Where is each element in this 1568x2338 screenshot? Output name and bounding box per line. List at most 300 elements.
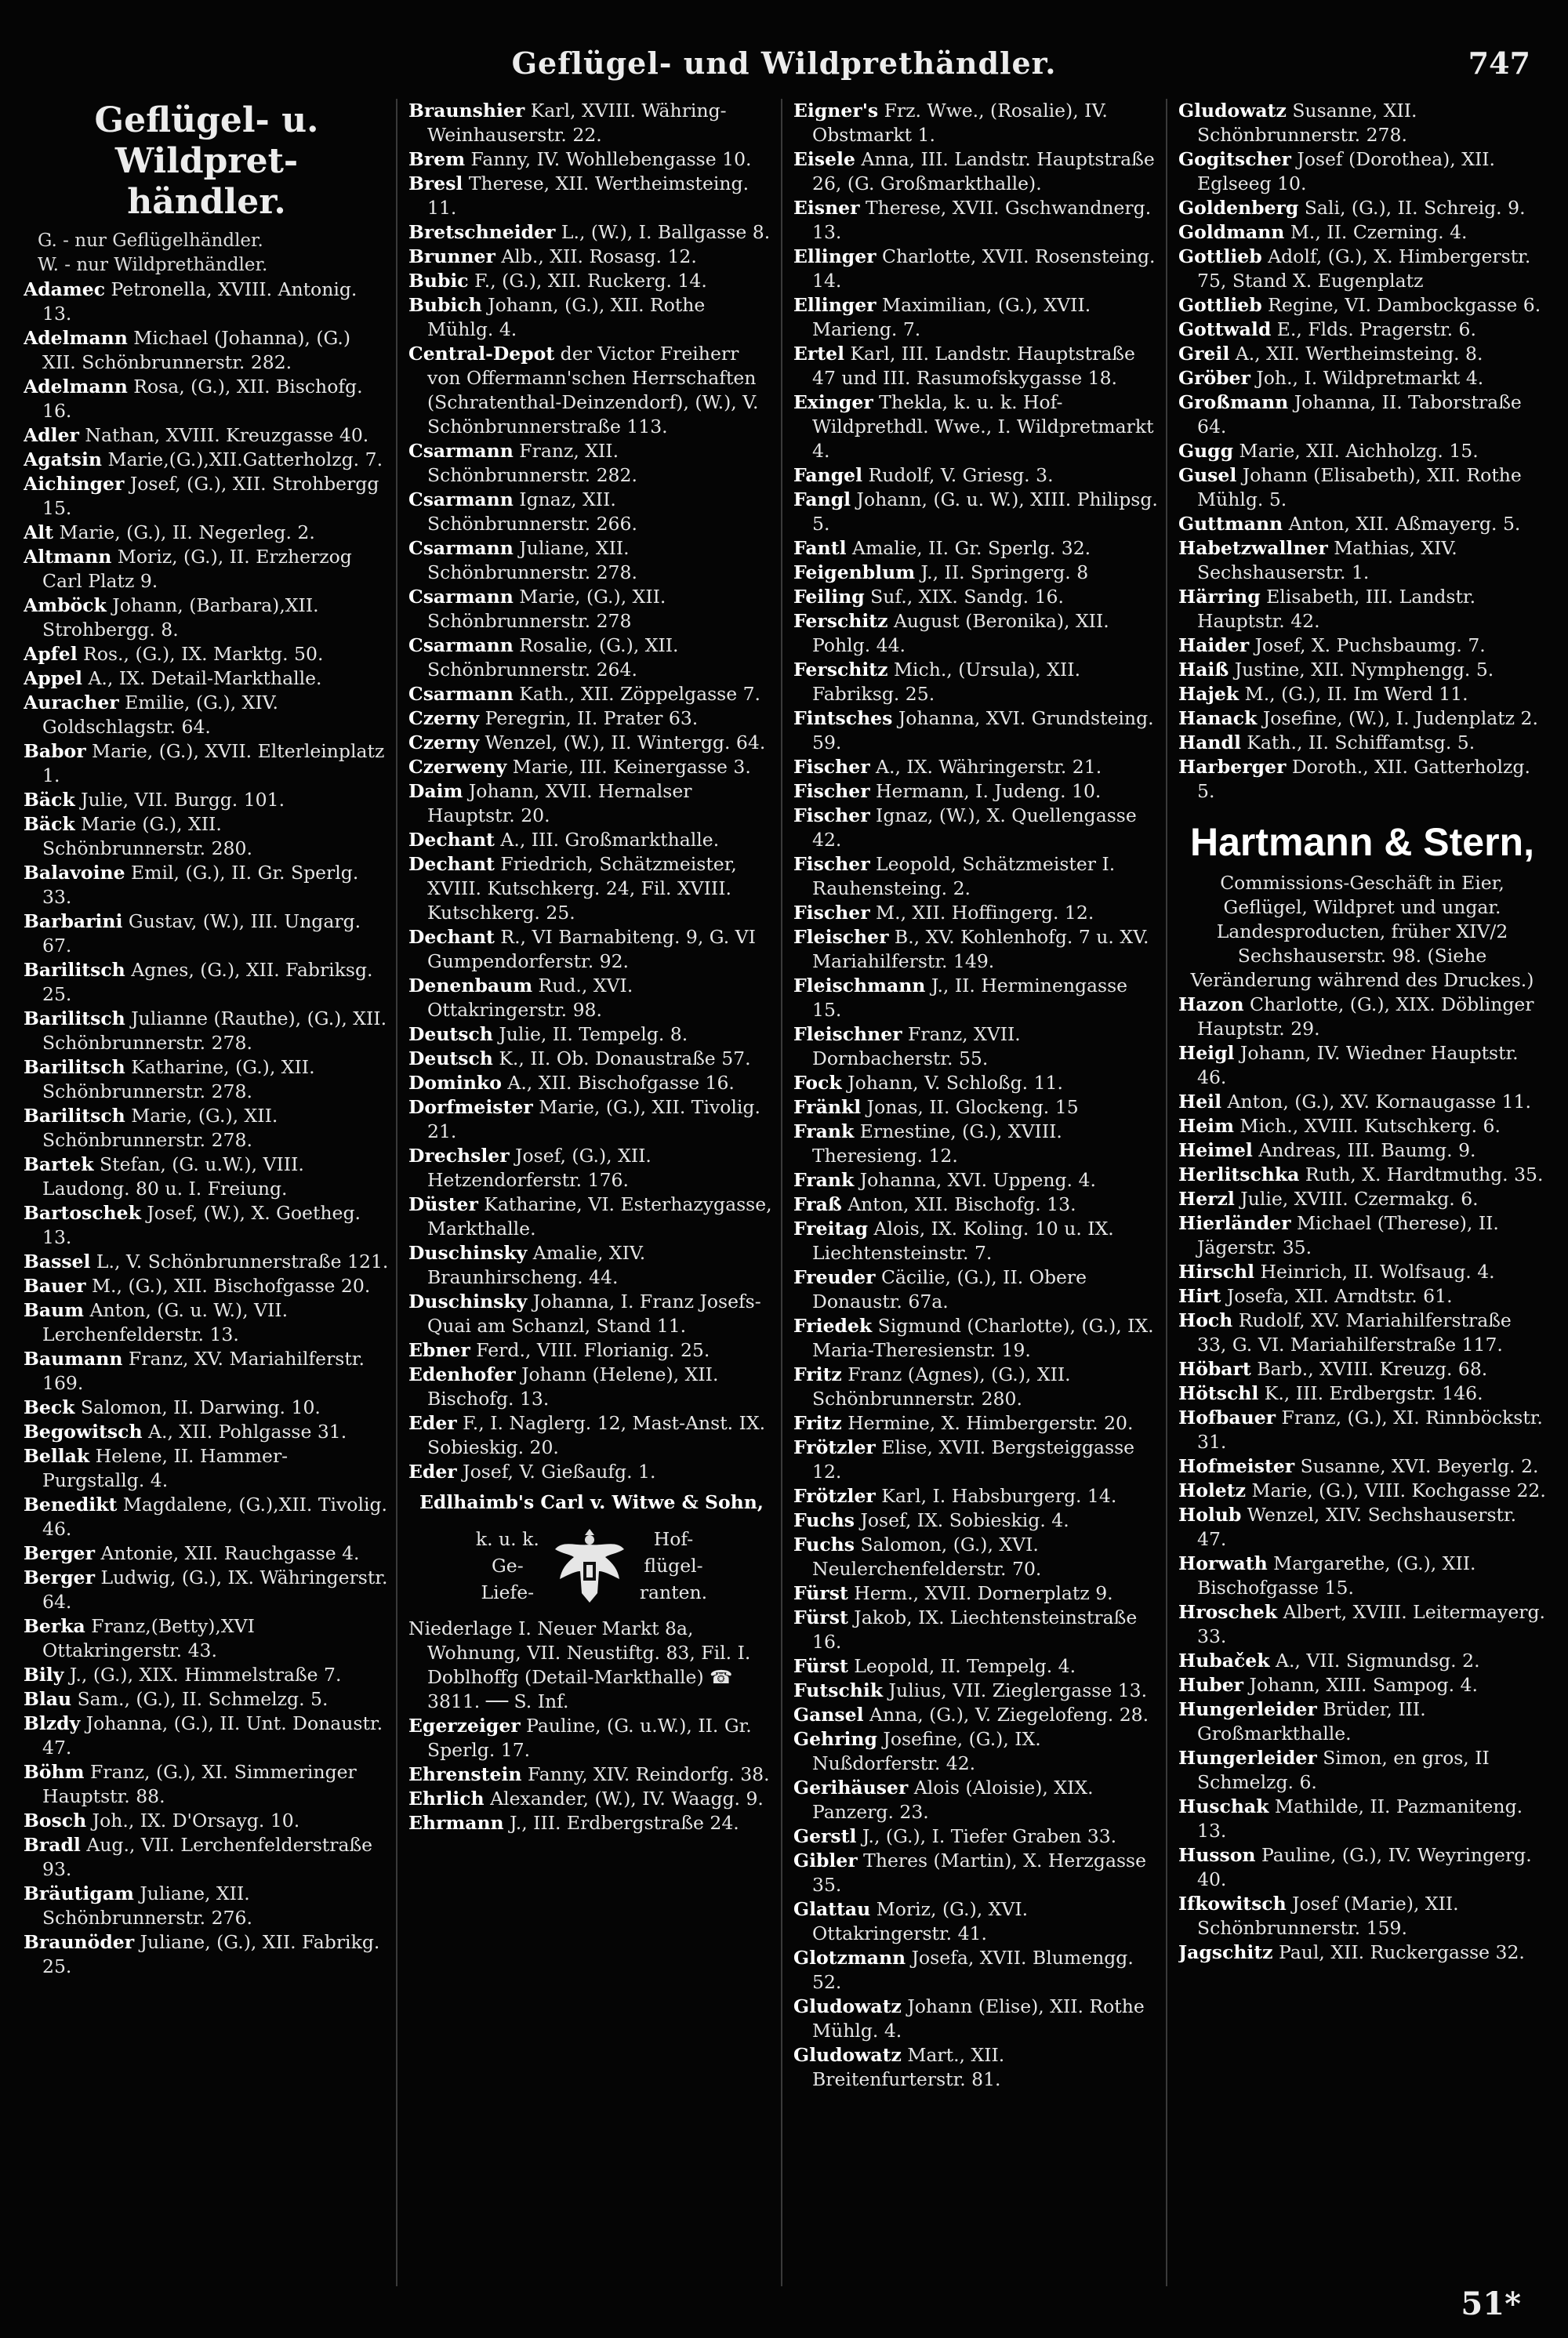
listing-entry bbox=[1178, 1843, 1546, 1892]
dealer-name: Frank bbox=[793, 1169, 855, 1191]
dealer-details: Julie, II. Tempelg. 8. bbox=[492, 1023, 688, 1045]
dealer-details: Johann (Helene), XII. Bischofg. 13. bbox=[427, 1363, 719, 1410]
listing-entry bbox=[1178, 245, 1546, 293]
dealer-name: Ferschitz bbox=[793, 610, 888, 632]
listing-entry bbox=[24, 1153, 390, 1201]
listing-entry bbox=[793, 293, 1160, 342]
listing-entry bbox=[24, 1809, 390, 1833]
dealer-details: Barb., XVIII. Kreuzg. 68. bbox=[1250, 1358, 1488, 1380]
listing-entry bbox=[408, 488, 775, 536]
dealer-details: Emil, (G.), II. Gr. Sperlg. 33. bbox=[42, 862, 359, 908]
seal-left-text bbox=[476, 1526, 539, 1606]
dealer-details: A., VII. Sigmundsg. 2. bbox=[1269, 1650, 1480, 1672]
listing-entry bbox=[408, 828, 775, 852]
dealer-name: Fischer bbox=[793, 902, 870, 924]
dealer-details: Josef, (W.), X. Goetheg. 13. bbox=[42, 1202, 361, 1248]
dealer-name: Fürst bbox=[793, 1582, 848, 1604]
dealer-name: Barilitsch bbox=[24, 1056, 125, 1078]
column-3 bbox=[793, 99, 1167, 2286]
dealer-name: Edenhofer bbox=[408, 1363, 516, 1385]
listing-entry bbox=[24, 1493, 390, 1541]
listing-entry bbox=[793, 1727, 1160, 1776]
dealer-details: Susanne, XVI. Beyerlg. 2. bbox=[1294, 1455, 1539, 1477]
dealer-name: Deutsch bbox=[408, 1047, 493, 1069]
listing-entry bbox=[24, 1055, 390, 1104]
dealer-details: Charlotte, XVII. Rosensteing. 14. bbox=[812, 245, 1156, 292]
dealer-name: Harberger bbox=[1178, 756, 1287, 778]
dealer-name: Fintsches bbox=[793, 707, 893, 729]
dealer-details: Salomon, II. Darwing. 10. bbox=[74, 1396, 321, 1418]
listing-entry bbox=[793, 342, 1160, 390]
dealer-name: Central-Depot bbox=[408, 343, 555, 365]
dealer-name: Fuchs bbox=[793, 1534, 855, 1556]
listing-entry bbox=[1178, 512, 1546, 536]
dealer-details: Johanna, XVI. Uppeng. 4. bbox=[854, 1169, 1096, 1191]
dealer-name: Berger bbox=[24, 1567, 95, 1588]
dealer-name: Altmann bbox=[24, 546, 112, 568]
dealer-details: L., (W.), I. Ballgasse 8. bbox=[555, 221, 771, 243]
listing-entry bbox=[793, 536, 1160, 561]
dealer-name: Frank bbox=[793, 1120, 855, 1142]
dealer-details: Therese, XVII. Gschwandnerg. 13. bbox=[812, 197, 1152, 243]
dealer-name: Glattau bbox=[793, 1898, 871, 1920]
dealer-details: Rudolf, V. Griesg. 3. bbox=[862, 464, 1054, 486]
listing-entry bbox=[24, 1250, 390, 1274]
listing-entry bbox=[1178, 1260, 1546, 1284]
column-1 bbox=[24, 99, 397, 2286]
dealer-name: Fürst bbox=[793, 1655, 848, 1677]
dealer-details: A., IX. Detail-Markthalle. bbox=[82, 667, 322, 689]
section-heading-line-1: Geflügel- u. Wildpret- bbox=[94, 100, 319, 181]
seal-left-line: k. u. k. bbox=[475, 1528, 539, 1550]
dealer-details: Ernestine, (G.), XVIII. Theresieng. 12. bbox=[812, 1120, 1062, 1167]
dealer-details: Josef, V. Gießaufg. 1. bbox=[456, 1461, 656, 1483]
dealer-name: Drechsler bbox=[408, 1145, 510, 1167]
section-heading-line-2: händler. bbox=[127, 182, 286, 222]
listing-entry bbox=[1178, 634, 1546, 658]
dealer-name: Hajek bbox=[1178, 683, 1240, 705]
dealer-name: Herlitschka bbox=[1178, 1164, 1300, 1185]
dealer-name: Heigl bbox=[1178, 1042, 1235, 1064]
dealer-name: Habetzwallner bbox=[1178, 537, 1328, 559]
listing-entry bbox=[1178, 1892, 1546, 1940]
dealer-name: Fantl bbox=[793, 537, 847, 559]
listing-entry bbox=[24, 448, 390, 472]
listing-entry bbox=[24, 1347, 390, 1396]
listing-entry bbox=[408, 269, 775, 293]
dealer-details: Rudolf, XV. Mariahilferstraße 33, G. VI. Mariahilferstraße 117. bbox=[1197, 1309, 1512, 1356]
listing-entry bbox=[408, 342, 775, 439]
dealer-name: Guttmann bbox=[1178, 513, 1283, 535]
listing-entry bbox=[1178, 1138, 1546, 1163]
dealer-name: Jagschitz bbox=[1178, 1941, 1273, 1963]
dealer-details: Alb., XII. Rosasg. 12. bbox=[495, 245, 697, 267]
listing-entry bbox=[793, 99, 1160, 147]
dealer-details: Agnes, (G.), XII. Fabriksg. 25. bbox=[42, 959, 373, 1005]
dealer-name: Herzl bbox=[1178, 1188, 1235, 1210]
listing-entry bbox=[408, 172, 775, 220]
dealer-name: Fischer bbox=[793, 780, 870, 802]
dealer-name: Csarmann bbox=[408, 634, 514, 656]
listing-entry bbox=[1178, 1090, 1546, 1114]
section-heading bbox=[24, 100, 390, 223]
seal-right-line: flügel- bbox=[644, 1555, 703, 1577]
listing-entry bbox=[408, 293, 775, 342]
dealer-details: Alois, IX. Koling. 10 u. IX. Liechtensteinstr. 7. bbox=[812, 1218, 1114, 1264]
dealer-name: Babor bbox=[24, 740, 86, 762]
listing-entry bbox=[408, 1022, 775, 1047]
dealer-name: Gansel bbox=[793, 1704, 864, 1726]
dealer-name: Freuder bbox=[793, 1266, 876, 1288]
firm-description: Commissions-Geschäft in Eier, Geflügel, Wildpret und ungar. Landesproducten, früher XIV/2 Sechshauserstr. 98. (Siehe Veränderung während des Druckes.) bbox=[1190, 872, 1534, 991]
dealer-details: Pauline, (G.), IV. Weyringerg. 40. bbox=[1197, 1844, 1532, 1890]
dealer-name: Ehrmann bbox=[408, 1812, 504, 1834]
dealer-details: Johann, XVII. Hernalser Hauptstr. 20. bbox=[427, 780, 692, 826]
dealer-name: Ertel bbox=[793, 343, 845, 365]
dealer-details: Johann, (Barbara),XII. Strohbergg. 8. bbox=[42, 594, 319, 641]
dealer-details: Paul, XII. Ruckergasse 32. bbox=[1272, 1941, 1525, 1963]
dealer-details: Fanny, XIV. Reindorfg. 38. bbox=[521, 1763, 770, 1785]
dealer-details: R., VI Barnabiteng. 9, G. VI Gumpendorferstr. 92. bbox=[427, 926, 756, 972]
listing-entry bbox=[1178, 293, 1546, 318]
dealer-details: Katharine, (G.), XII. Schönbrunnerstr. 278. bbox=[42, 1056, 315, 1102]
dealer-name: Haiß bbox=[1178, 659, 1229, 681]
dealer-details: Anton, (G.), XV. Kornaugasse 11. bbox=[1221, 1091, 1531, 1113]
dealer-name: Ebner bbox=[408, 1339, 470, 1361]
dealer-name: Bassel bbox=[24, 1251, 91, 1272]
dealer-details: Johanna, I. Franz Josefs-Quai am Schanzl, Stand 11. bbox=[427, 1291, 761, 1337]
dealer-details: Alois (Aloisie), XIX. Panzerg. 23. bbox=[812, 1777, 1094, 1823]
seal-left-line: Liefe- bbox=[481, 1581, 535, 1603]
dealer-details: Theres (Martin), X. Herzgasse 35. bbox=[812, 1850, 1147, 1896]
dealer-details: Sali, (G.), II. Schreig. 9. bbox=[1298, 197, 1526, 219]
dealer-name: Hubaček bbox=[1178, 1650, 1270, 1672]
dealer-name: Gerihäuser bbox=[793, 1777, 909, 1799]
dealer-details: Mathilde, II. Pazmaniteng. 13. bbox=[1197, 1795, 1523, 1842]
dealer-details: Marie (G.), XII. Schönbrunnerstr. 280. bbox=[42, 813, 252, 859]
listing-entry bbox=[793, 1436, 1160, 1484]
listing-entry bbox=[793, 561, 1160, 585]
listing-entry bbox=[408, 1460, 775, 1484]
entry-list bbox=[24, 278, 390, 1979]
listing-entry bbox=[793, 1071, 1160, 1095]
dealer-details: Margarethe, (G.), XII. Bischofgasse 15. bbox=[1197, 1552, 1476, 1599]
listing-entry bbox=[1178, 220, 1546, 245]
listing-entry bbox=[793, 1508, 1160, 1533]
listing-entry bbox=[793, 901, 1160, 925]
dealer-name: Hoch bbox=[1178, 1309, 1233, 1331]
dealer-details: A., XII. Bischofgasse 16. bbox=[501, 1072, 735, 1094]
dealer-details: Thekla, k. u. k. Hof-Wildprethdl. Wwe., I. Wildpretmarkt 4. bbox=[812, 391, 1154, 462]
dealer-name: Freitag bbox=[793, 1218, 869, 1240]
dealer-name: Barilitsch bbox=[24, 1105, 125, 1127]
dealer-name: Exinger bbox=[793, 391, 873, 413]
dealer-details: Anna, (G.), V. Ziegelofeng. 28. bbox=[863, 1704, 1149, 1726]
listing-entry bbox=[24, 861, 390, 909]
listing-entry bbox=[793, 1022, 1160, 1071]
dealer-name: Fritz bbox=[793, 1363, 842, 1385]
seal-ad-heading: Edlhaimb's Carl v. Witwe & Sohn, bbox=[419, 1491, 764, 1513]
listing-entry bbox=[793, 804, 1160, 852]
seal-right-line: ranten. bbox=[639, 1581, 708, 1603]
entry-list bbox=[408, 99, 775, 1484]
dealer-details: Emilie, (G.), XIV. Goldschlagstr. 64. bbox=[42, 692, 278, 738]
listing-entry bbox=[408, 1047, 775, 1071]
dealer-name: Gludowatz bbox=[793, 2044, 902, 2066]
listing-entry bbox=[793, 1484, 1160, 1508]
dealer-details: Johanna, (G.), II. Unt. Donaustr. 47. bbox=[42, 1712, 383, 1759]
entry-list bbox=[1178, 99, 1546, 1965]
listing-entry bbox=[408, 536, 775, 585]
dealer-details: Jonas, II. Glockeng. 15 bbox=[861, 1096, 1079, 1118]
dealer-details: Johann, (G.), XII. Rothe Mühlg. 4. bbox=[427, 294, 706, 340]
listing-entry bbox=[408, 1714, 775, 1763]
listing-entry bbox=[24, 1201, 390, 1250]
listing-entry bbox=[24, 739, 390, 788]
listing-entry bbox=[1178, 1940, 1546, 1965]
listing-entry bbox=[793, 779, 1160, 804]
dealer-name: Hofbauer bbox=[1178, 1407, 1276, 1429]
dealer-details: Rosa, (G.), XII. Bischofg. 16. bbox=[42, 376, 363, 422]
dealer-details: Mart., XII. Breitenfurterstr. 81. bbox=[812, 2044, 1005, 2090]
dealer-details: Hermann, I. Judeng. 10. bbox=[869, 780, 1102, 802]
dealer-details: E., Flds. Pragerstr. 6. bbox=[1271, 318, 1476, 340]
dealer-name: Berger bbox=[24, 1542, 95, 1564]
dealer-details: Albert, XVIII. Leitermayerg. 33. bbox=[1197, 1601, 1545, 1647]
listing-entry bbox=[408, 779, 775, 828]
dealer-name: Gottwald bbox=[1178, 318, 1272, 340]
dealer-details: Kath., XII. Zöppelgasse 7. bbox=[513, 683, 761, 705]
dealer-details: Simon, en gros, II Schmelzg. 6. bbox=[1197, 1747, 1490, 1793]
dealer-name: Beck bbox=[24, 1396, 75, 1418]
dealer-details: Michael (Johanna), (G.) XII. Schönbrunnerstr. 282. bbox=[42, 327, 351, 373]
dealer-name: Czerny bbox=[408, 707, 480, 729]
dealer-details: Franz, XV. Mariahilferstr. 169. bbox=[42, 1348, 365, 1394]
dealer-name: Fleischner bbox=[793, 1023, 902, 1045]
dealer-name: Denenbaum bbox=[408, 975, 533, 997]
dealer-name: Apfel bbox=[24, 643, 78, 665]
dealer-details: Herm., XVII. Dornerplatz 9. bbox=[848, 1582, 1113, 1604]
dealer-name: Huschak bbox=[1178, 1795, 1269, 1817]
dealer-name: Großmann bbox=[1178, 391, 1289, 413]
listing-entry bbox=[408, 974, 775, 1022]
dealer-name: Fleischmann bbox=[793, 975, 926, 997]
dealer-name: Goldenberg bbox=[1178, 197, 1299, 219]
listing-entry bbox=[24, 1420, 390, 1444]
dealer-details: Elisabeth, III. Landstr. Hauptstr. 42. bbox=[1197, 586, 1476, 632]
seal-advertisement bbox=[408, 1490, 775, 1714]
listing-entry bbox=[24, 326, 390, 375]
dealer-details: M., II. Czerning. 4. bbox=[1284, 221, 1468, 243]
dealer-details: Mathias, XIV. Sechshauserstr. 1. bbox=[1197, 537, 1457, 583]
listing-entry bbox=[24, 909, 390, 958]
dealer-details: Therese, XII. Wertheimsteing. 11. bbox=[427, 172, 750, 219]
dealer-details: Anton, XII. Bischofg. 13. bbox=[841, 1193, 1076, 1215]
dealer-name: Baumann bbox=[24, 1348, 123, 1370]
listing-entry bbox=[1178, 1649, 1546, 1673]
dealer-details: Frz. Wwe., (Rosalie), IV. Obstmarkt 1. bbox=[812, 100, 1108, 146]
listing-entry bbox=[1178, 1309, 1546, 1357]
listing-entry bbox=[793, 245, 1160, 293]
dealer-name: Hanack bbox=[1178, 707, 1258, 729]
dealer-name: Czerny bbox=[408, 732, 480, 753]
seal-ad-text: Niederlage I. Neuer Markt 8a, Wohnung, VII. Neustiftg. 83, Fil. I. Doblhoffg (Detail-Markthalle) ☎ 3811. ── S. Inf. bbox=[408, 1617, 751, 1712]
listing-entry bbox=[1178, 585, 1546, 634]
dealer-name: Bartoschek bbox=[24, 1202, 141, 1224]
dealer-details: Joh., I. Wildpretmarkt 4. bbox=[1250, 367, 1484, 389]
dealer-name: Adamec bbox=[24, 278, 106, 300]
dealer-details: Salomon, (G.), XVI. Neulerchenfelderstr. 70. bbox=[812, 1534, 1042, 1580]
dealer-name: Begowitsch bbox=[24, 1421, 143, 1443]
listing-entry bbox=[24, 1274, 390, 1298]
dealer-name: Egerzeiger bbox=[408, 1715, 521, 1737]
dealer-details: Karl, I. Habsburgerg. 14. bbox=[875, 1485, 1117, 1507]
listing-entry bbox=[408, 1144, 775, 1193]
dealer-name: Amböck bbox=[24, 594, 107, 616]
dealer-details: Josefine, (G.), IX. Nußdorferstr. 42. bbox=[812, 1728, 1041, 1774]
dealer-details: Wenzel, XIV. Sechshauserstr. 47. bbox=[1197, 1504, 1517, 1550]
dealer-name: Bauer bbox=[24, 1275, 86, 1297]
dealer-details: Cäcilie, (G.), II. Obere Donaustr. 67a. bbox=[812, 1266, 1087, 1312]
dealer-name: Hötschl bbox=[1178, 1382, 1259, 1404]
listing-entry bbox=[24, 472, 390, 521]
dealer-details: Franz, (G.), XI. Simmeringer Hauptstr. 88. bbox=[42, 1761, 357, 1807]
listing-entry bbox=[793, 658, 1160, 706]
dealer-details: Leopold, Schätzmeister I. Rauhensteing. 2. bbox=[812, 853, 1116, 899]
dealer-name: Höbart bbox=[1178, 1358, 1251, 1380]
dealer-name: Barilitsch bbox=[24, 959, 125, 981]
listing-entry bbox=[24, 1882, 390, 1930]
listing-entry bbox=[1178, 1381, 1546, 1406]
listing-entry bbox=[24, 594, 390, 642]
dealer-name: Gludowatz bbox=[1178, 100, 1287, 122]
listing-entry bbox=[1178, 1795, 1546, 1843]
dealer-name: Hirschl bbox=[1178, 1261, 1255, 1283]
firm-name: Hartmann & Stern, bbox=[1190, 820, 1534, 864]
dealer-name: Friedek bbox=[793, 1315, 873, 1337]
page-number: 747 bbox=[1468, 45, 1530, 81]
listing-entry bbox=[408, 1363, 775, 1411]
listing-entry bbox=[793, 488, 1160, 536]
dealer-details: Franz, XVII. Dornbacherstr. 55. bbox=[812, 1023, 1021, 1069]
dealer-name: Huber bbox=[1178, 1674, 1244, 1696]
dealer-details: Josef (Dorothea), XII. Eglseeg 10. bbox=[1197, 148, 1496, 194]
dealer-name: Csarmann bbox=[408, 537, 514, 559]
listing-entry bbox=[793, 1703, 1160, 1727]
dealer-details: Pauline, (G. u.W.), II. Gr. Sperlg. 17. bbox=[427, 1715, 752, 1761]
dealer-details: Brüder, III. Großmarkthalle. bbox=[1197, 1698, 1426, 1744]
dealer-name: Bubich bbox=[408, 294, 482, 316]
dealer-details: Kath., II. Schiffamtsg. 5. bbox=[1240, 732, 1475, 753]
listing-entry bbox=[408, 585, 775, 634]
dealer-name: Dechant bbox=[408, 853, 495, 875]
listing-entry bbox=[793, 609, 1160, 658]
dealer-name: Ellinger bbox=[793, 294, 877, 316]
listing-entry bbox=[1178, 99, 1546, 147]
dealer-details: Marie, (G.), VIII. Kochgasse 22. bbox=[1245, 1479, 1546, 1501]
abbreviation-note: W. - nur Wildprethändler. bbox=[38, 255, 268, 275]
dealer-details: Johann, IV. Wiedner Hauptstr. 46. bbox=[1197, 1042, 1519, 1088]
listing-entry bbox=[24, 278, 390, 326]
listing-entry bbox=[793, 1776, 1160, 1824]
listing-entry bbox=[408, 439, 775, 488]
dealer-details: Josef, IX. Sobieskig. 4. bbox=[854, 1509, 1069, 1531]
listing-entry bbox=[24, 545, 390, 594]
dealer-name: Bäck bbox=[24, 789, 75, 811]
listing-entry bbox=[408, 634, 775, 682]
dealer-name: Glotzmann bbox=[793, 1947, 906, 1969]
dealer-name: Brem bbox=[408, 148, 466, 170]
dealer-name: Ehrlich bbox=[408, 1788, 485, 1810]
listing-entry bbox=[793, 1897, 1160, 1946]
dealer-details: K., III. Erdbergstr. 146. bbox=[1258, 1382, 1483, 1404]
listing-entry bbox=[793, 1849, 1160, 1897]
dealer-details: Moriz, (G.), II. Erzherzog Carl Platz 9. bbox=[42, 546, 352, 592]
dealer-name: Berka bbox=[24, 1615, 85, 1637]
dealer-name: Haider bbox=[1178, 634, 1250, 656]
dealer-details: Michael (Therese), II. Jägerstr. 35. bbox=[1197, 1212, 1499, 1258]
listing-entry bbox=[408, 1338, 775, 1363]
dealer-name: Bubic bbox=[408, 270, 469, 292]
dealer-name: Futschik bbox=[793, 1679, 884, 1701]
dealer-name: Eigner's bbox=[793, 100, 879, 122]
dealer-details: Sigmund (Charlotte), (G.), IX. Maria-Theresienstr. 19. bbox=[812, 1315, 1154, 1361]
dealer-details: Johann, (G. u. W.), XIII. Philipsg. 5. bbox=[812, 488, 1158, 535]
entry-list bbox=[408, 1714, 775, 1835]
dealer-details: Juliane, XII. Schönbrunnerstr. 276. bbox=[42, 1882, 252, 1929]
listing-entry bbox=[1178, 1187, 1546, 1211]
dealer-details: Katharine, VI. Esterhazygasse, Markthalle. bbox=[427, 1193, 772, 1240]
listing-entry bbox=[408, 220, 775, 245]
dealer-details: Julie, XVIII. Czermakg. 6. bbox=[1234, 1188, 1479, 1210]
listing-entry bbox=[1178, 1600, 1546, 1649]
listing-entry bbox=[24, 812, 390, 861]
listing-entry bbox=[1178, 147, 1546, 196]
dealer-name: Hirt bbox=[1178, 1285, 1221, 1307]
dealer-details: J., II. Springerg. 8 bbox=[915, 561, 1089, 583]
dealer-details: Karl, XVIII. Währing-Weinhauserstr. 22. bbox=[427, 100, 727, 146]
dealer-name: Düster bbox=[408, 1193, 478, 1215]
double-eagle-icon bbox=[552, 1523, 627, 1609]
dealer-name: Hungerleider bbox=[1178, 1698, 1317, 1720]
dealer-details: F., (G.), XII. Ruckerg. 14. bbox=[468, 270, 707, 292]
listing-entry bbox=[24, 1760, 390, 1809]
dealer-name: Adler bbox=[24, 424, 79, 446]
listing-entry bbox=[24, 1541, 390, 1566]
listing-entry bbox=[408, 682, 775, 706]
column-4 bbox=[1178, 99, 1552, 2286]
dealer-name: Fritz bbox=[793, 1412, 842, 1434]
listing-entry bbox=[408, 1787, 775, 1811]
dealer-name: Gusel bbox=[1178, 464, 1237, 486]
dealer-details: F., I. Naglerg. 12, Mast-Anst. IX. Sobieskig. 20. bbox=[427, 1412, 766, 1458]
dealer-details: Mich., (Ursula), XII. Fabriksg. 25. bbox=[812, 659, 1081, 705]
dealer-name: Gogitscher bbox=[1178, 148, 1291, 170]
dealer-details: Marie, XII. Aichholzg. 15. bbox=[1233, 440, 1479, 462]
dealer-details: Ludwig, (G.), IX. Währingerstr. 64. bbox=[42, 1567, 388, 1613]
dealer-name: Benedikt bbox=[24, 1494, 118, 1516]
dealer-details: Mich., XVIII. Kutschkerg. 6. bbox=[1233, 1115, 1501, 1137]
dealer-details: Moriz, (G.), XVI. Ottakringerstr. 41. bbox=[812, 1898, 1029, 1944]
listing-entry bbox=[24, 1104, 390, 1153]
dealer-details: Friedrich, Schätzmeister, XVIII. Kutschkerg. 24, Fil. XVIII. Kutschkerg. 25. bbox=[427, 853, 737, 924]
listing-entry bbox=[408, 1763, 775, 1787]
listing-entry bbox=[24, 1687, 390, 1712]
listing-entry bbox=[1178, 706, 1546, 731]
listing-entry bbox=[793, 1581, 1160, 1606]
listing-entry bbox=[793, 1824, 1160, 1849]
dealer-name: Brunner bbox=[408, 245, 495, 267]
